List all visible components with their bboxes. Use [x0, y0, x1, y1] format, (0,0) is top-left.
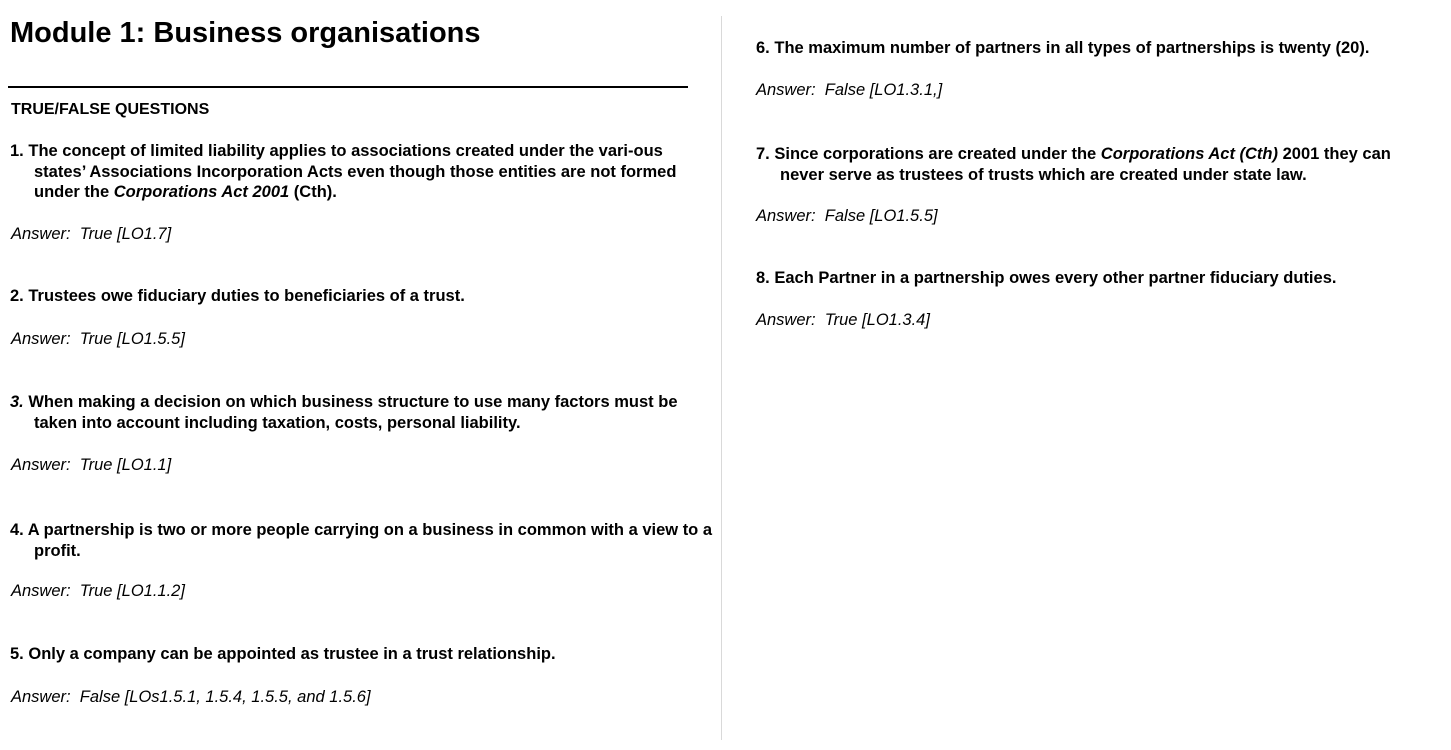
answer-1: Answer: True [LO1.7]	[11, 225, 172, 243]
title-underline-rule	[8, 86, 688, 88]
question-1-text-part: The concept of limited liability applies to associations created under the vari-ous states’ Associations Incorporation Acts even though those entities are not formed under the	[28, 142, 677, 201]
question-6-number: 6.	[756, 39, 770, 57]
answer-4: Answer: True [LO1.1.2]	[11, 582, 185, 600]
question-1-act-name: Corporations Act 2001	[113, 183, 290, 201]
answer-5: Answer: False [LOs1.5.1, 1.5.4, 1.5.5, and 1.5.6]	[11, 688, 371, 706]
question-2-number: 2.	[10, 287, 24, 305]
question-1-text-part: (Cth).	[289, 183, 337, 201]
question-5-number: 5.	[10, 645, 24, 663]
question-7-act-name: Corporations Act (Cth)	[1100, 145, 1279, 163]
question-3	[10, 392, 694, 433]
answer-6: Answer: False [LO1.3.1,]	[756, 81, 943, 99]
question-7-text-part: 2001 they can never serve as trustees of trusts which are created under state law.	[780, 145, 1391, 184]
question-7-number: 7.	[756, 145, 770, 163]
question-4-number: 4.	[10, 521, 24, 539]
answer-7: Answer: False [LO1.5.5]	[756, 207, 938, 225]
question-6	[756, 38, 1451, 59]
question-7-text-part: Since corporations are created under the	[774, 145, 1101, 163]
question-8	[756, 268, 1451, 289]
section-heading: TRUE/FALSE QUESTIONS	[11, 101, 210, 118]
answer-3: Answer: True [LO1.1]	[11, 456, 172, 474]
question-1	[10, 141, 702, 203]
question-8-text-part: Each Partner in a partnership owes every other partner fiduciary duties.	[774, 269, 1337, 287]
question-4	[10, 520, 719, 561]
answer-2: Answer: True [LO1.5.5]	[11, 330, 185, 348]
question-2	[10, 286, 702, 307]
answer-8: Answer: True [LO1.3.4]	[756, 311, 930, 329]
question-4-text-part: A partnership is two or more people carrying on a business in common with a view to a profit.	[27, 521, 713, 560]
question-3-text-part: When making a decision on which business structure to use many factors must be taken into account including taxation, costs, personal liability.	[28, 393, 678, 432]
question-7	[756, 144, 1430, 185]
column-divider	[721, 16, 722, 740]
question-3-number: 3.	[10, 393, 24, 411]
question-1-number: 1.	[10, 142, 24, 160]
question-5-text-part: Only a company can be appointed as trustee in a trust relationship.	[28, 645, 556, 663]
question-2-text-part: Trustees owe fiduciary duties to beneficiaries of a trust.	[28, 287, 465, 305]
question-6-text-part: The maximum number of partners in all types of partnerships is twenty (20).	[774, 39, 1370, 57]
question-8-number: 8.	[756, 269, 770, 287]
question-5	[10, 644, 714, 665]
page-title: Module 1: Business organisations	[10, 17, 481, 49]
